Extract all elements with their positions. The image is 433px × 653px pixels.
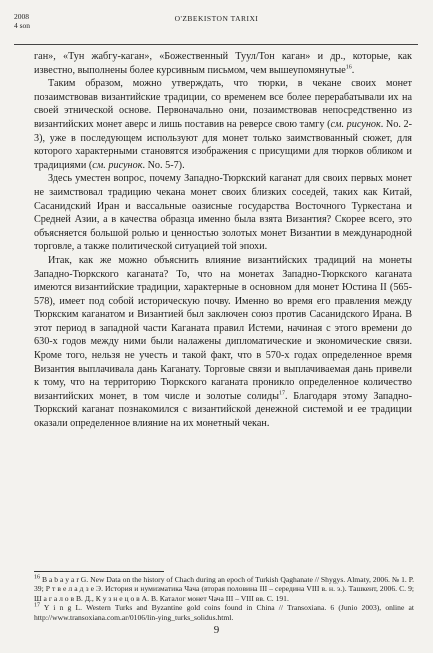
footnote-16-text-1: G. New Data on the history of Chach during an epoch of Turkish Qaghanate // Shygys. Almaty, 2006. № 1. P. 39; bbox=[34, 575, 414, 594]
page-number: 9 bbox=[213, 624, 220, 636]
paragraph-4-text-a: Итак, как же можно объяснить влияние византийских традиций на монеты Западно-Тюркского каганата? То, что на монетах Западно-Тюркского каганата имеются византийские традиции, характерные в основном для монет Юстина II (565-578), имеет под собой историческую почву. Именно во время его правления между Тюркским каганатом и Византией был заключен союз против Сасанидского Ирана. В этот период в западной части Каганата правил Истеми, начиная с этого времени до 630-х годов между ними были налажены дипломатические и экономические связи. Кроме того, нельзя не учесть и такой факт, что в 570-х годах определенное время Византия выплачивала дань Каганату. Торговые связи и выплачиваемая дань привели к тому, что на территорию Тюркского каганата проникло определенное количество византийских монет, в том числе и золотые солиды bbox=[34, 254, 412, 402]
footnote-16-author-2: Р т в е л а д з е bbox=[45, 584, 95, 594]
footnote-ref-16[interactable]: 16 bbox=[345, 64, 352, 71]
footnote-17-number: 17 bbox=[34, 602, 40, 609]
footnote-16-text-3: В. Д., bbox=[74, 593, 96, 603]
paragraph-4 bbox=[34, 254, 412, 431]
running-header bbox=[14, 12, 419, 32]
paragraph-2 bbox=[34, 77, 412, 172]
footnote-17-text: L. Western Turks and Byzantine gold coins found in China // Transoxiana. 6 (Junio 2003), online at http://www.transoxiana.com.ar/0106/lin-ying_turks_solidus.html. bbox=[34, 603, 414, 622]
paragraph-1 bbox=[34, 50, 412, 77]
figure-ref-2: см. рисунок bbox=[92, 159, 143, 171]
footnote-16-number: 16 bbox=[34, 574, 40, 581]
paragraph-1-end: . bbox=[351, 64, 355, 76]
footnote-rule bbox=[34, 571, 164, 572]
footnote-17 bbox=[34, 603, 414, 622]
header-journal-title: O'ZBEKISTON TARIXI bbox=[174, 14, 259, 23]
header-year: 2008 bbox=[14, 12, 29, 21]
paragraph-3: Здесь уместен вопрос, почему Западно-Тюркский каганат для своих первых монет не заимствовал традицию чекана монет своих близких соседей, таких как Китай, Сасанидский Иран и вассальные оазисные государства Восточного Туркестана и Средней Азии, а в качества образца именно была взята Византия? Скорее всего, это объясняется большой ролью и ценностью золотых монет Византии в международной торговле, а также политической ситуацией той эпохи. bbox=[34, 173, 412, 253]
article-body bbox=[34, 50, 412, 431]
paragraph-2-text-c: . No. 5-7). bbox=[142, 159, 185, 171]
footnote-ref-17[interactable]: 17 bbox=[279, 390, 285, 397]
paragraph-1-text: ган», «Тун жабгу-каган», «Божественный Туул/Тон каган» и др., которые, как известно, выполнены более курсивным письмом, чем вышеупомянутые bbox=[34, 51, 412, 76]
header-issue: 4 son bbox=[14, 21, 31, 30]
figure-ref-1: см. рисунок bbox=[330, 118, 381, 130]
paragraph-2-text-b: . No. 2-3), уже в последующем используют для монет только заимствованный сюжет, для которого характерными становятся изображения с присущими для тюрков обликом и традициями ( bbox=[34, 118, 413, 171]
paragraph-2-text-a: Таким образом, можно утверждать, что тюрки, в чекане своих монет позаимствовав византийские традиции, со временем все более перерабатывали их на своей этнической основе. Первоначально они, позаимствовав непосредственно из византийских монет аверс и лишь поставив на реверсе свою тамгу ( bbox=[34, 78, 412, 130]
footnotes bbox=[34, 575, 414, 622]
footnote-17-author: Y i n g bbox=[43, 603, 72, 613]
footnote-16-text-2: Э. История и нумизматика Чача (вторая половина III – середина VIII в. н. э.). Ташкент, 2006. С. 9; bbox=[94, 584, 414, 594]
footnote-16 bbox=[34, 575, 414, 603]
footnote-16-author-4: К у з н е ц о в bbox=[95, 593, 140, 603]
footnote-16-author-1: B a b a y a r bbox=[41, 575, 79, 584]
header-rule bbox=[14, 44, 418, 45]
paragraph-4-text-b: . Благодаря этому Западно-Тюркский каганат познакомился с византийской денежной системой и ее традиции оказали определенное влияние на их монетный чекан. bbox=[34, 390, 413, 430]
footnote-16-text-4: А. В. Каталог монет Чача III – VIII вв. С. 191. bbox=[139, 593, 289, 603]
footnote-16-author-3: Ш а г а л о в bbox=[34, 593, 75, 603]
